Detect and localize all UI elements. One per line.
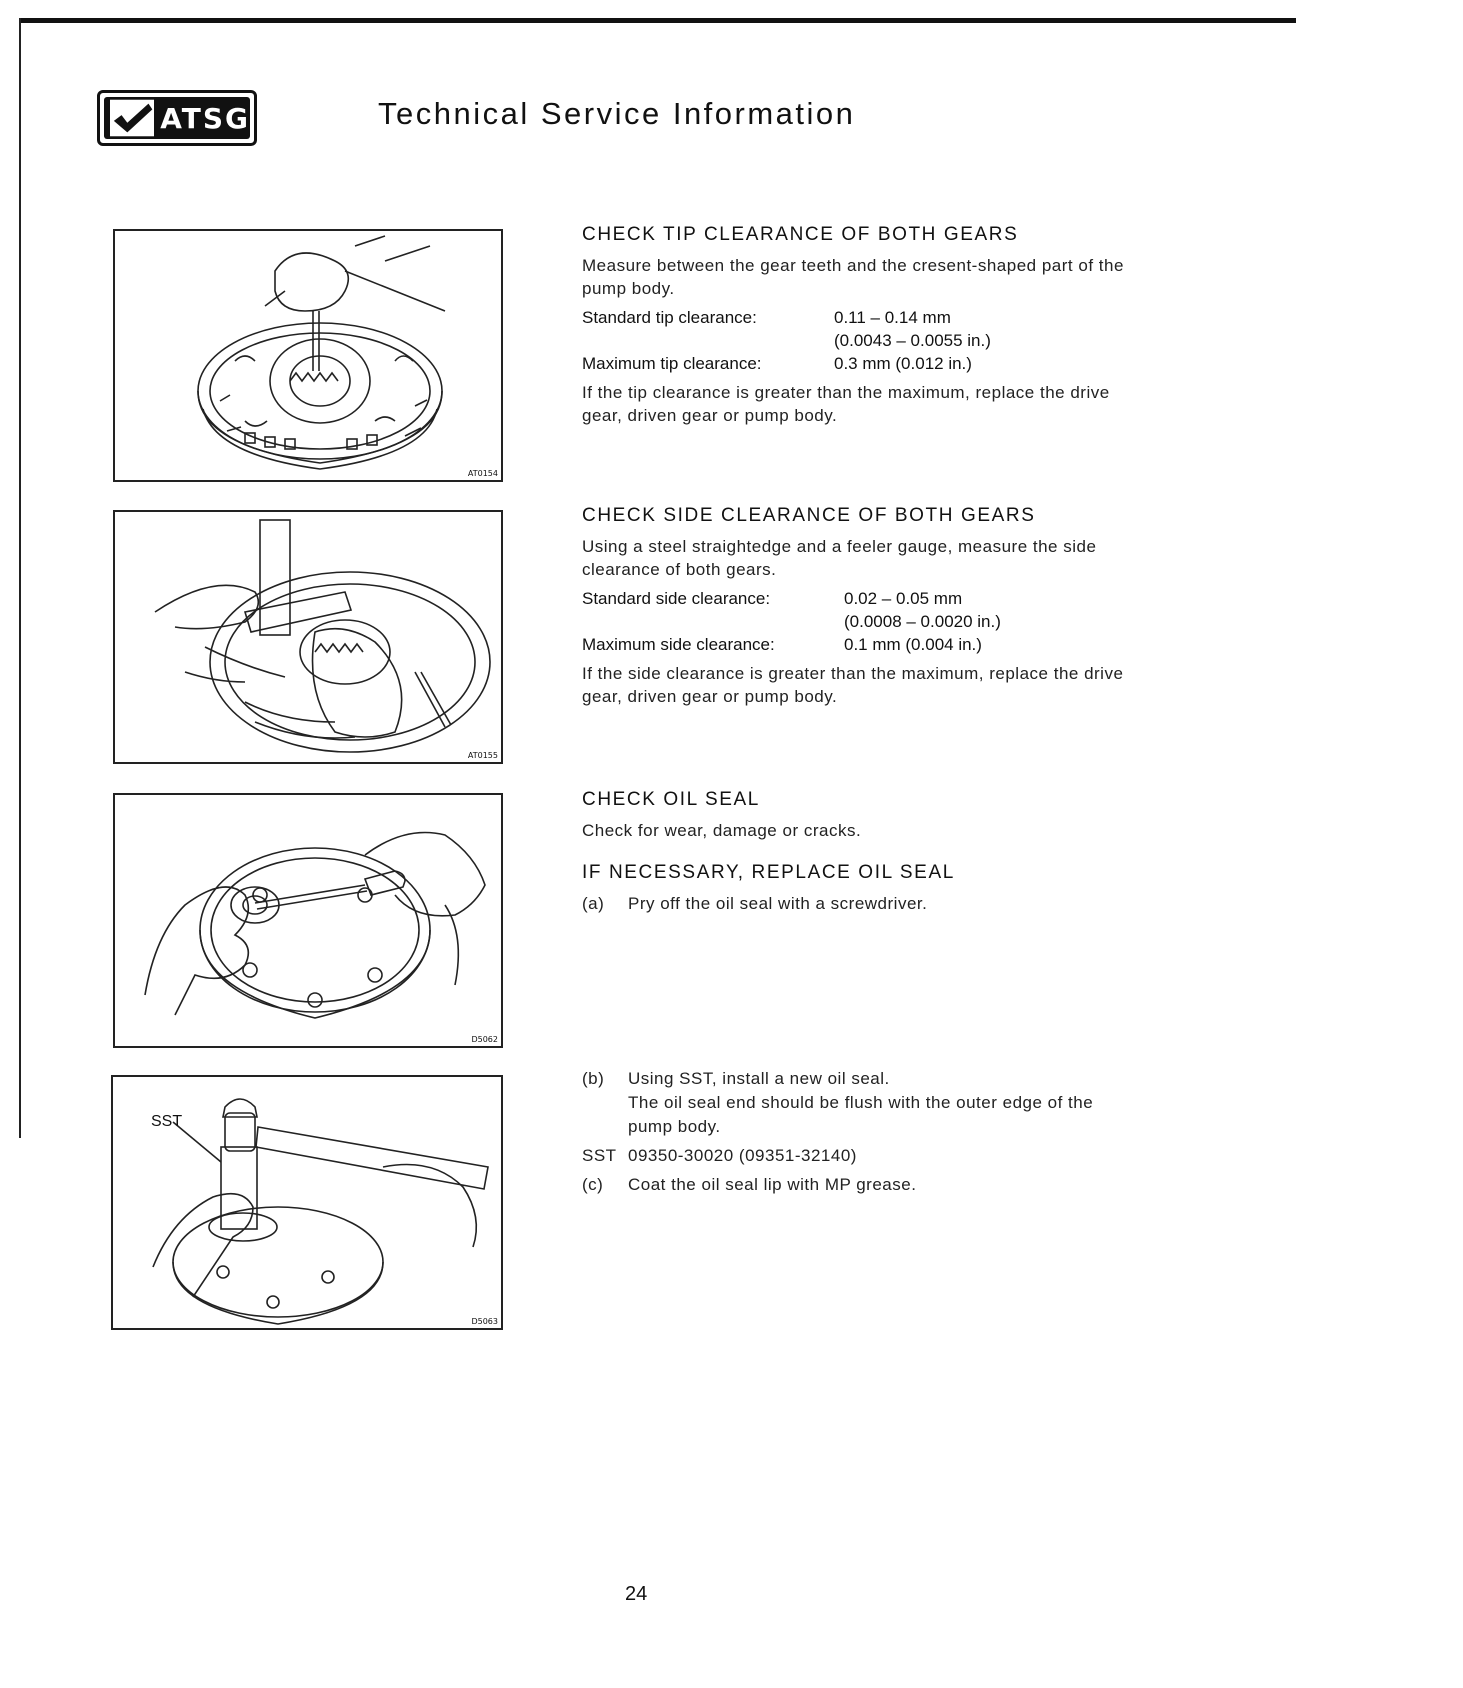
standard-tip-clearance-row: [582, 306, 1127, 329]
step-key: (b): [582, 1069, 605, 1088]
spec-label: Maximum tip clearance:: [582, 354, 762, 373]
spec-label: Standard tip clearance:: [582, 308, 757, 327]
section-install-oil-seal: [582, 1067, 1127, 1202]
sst-number-row: [582, 1144, 1127, 1168]
step-text: Coat the oil seal lip with MP grease.: [628, 1175, 917, 1194]
section-title: CHECK TIP CLEARANCE OF BOTH GEARS: [582, 224, 1019, 245]
spec-value-inches: (0.0008 – 0.0020 in.): [844, 612, 1001, 631]
section-tip-clearance: [582, 224, 1127, 433]
section-text: Check for wear, damage or cracks.: [582, 821, 862, 840]
figure-side-clearance: [113, 510, 503, 764]
maximum-tip-clearance-row: [582, 352, 1127, 375]
page-title: Technical Service Information: [378, 96, 856, 131]
step-b: [582, 1067, 1127, 1139]
step-text: Pry off the oil seal with a screwdriver.: [628, 894, 928, 913]
section-intro: Measure between the gear teeth and the cresent-shaped part of the pump body.: [582, 256, 1124, 298]
page-number: 24: [625, 1583, 648, 1605]
spec-value: 0.11 – 0.14 mm: [834, 308, 951, 327]
top-rule: [20, 18, 1296, 23]
step-c: [582, 1173, 1127, 1197]
tip-clearance-illustration: [115, 231, 503, 482]
section-note: If the side clearance is greater than the maximum, replace the drive gear, driven gear or pump body.: [582, 664, 1124, 706]
step-key: (a): [582, 894, 605, 913]
left-margin-rule: [19, 18, 21, 1138]
standard-side-clearance-inches-row: [582, 610, 1127, 633]
spec-value: 0.02 – 0.05 mm: [844, 589, 963, 608]
section-title: CHECK OIL SEAL: [582, 789, 760, 810]
side-clearance-illustration: [115, 512, 503, 764]
checkmark-icon: [110, 99, 154, 137]
section-note: If the tip clearance is greater than the maximum, replace the drive gear, driven gear or pump body.: [582, 383, 1110, 425]
figure-code: AT0154: [467, 469, 498, 478]
section-check-oil-seal: [582, 789, 1127, 848]
sst-key: SST: [582, 1146, 617, 1165]
spec-value: 0.1 mm (0.004 in.): [844, 635, 982, 654]
section-intro: Using a steel straightedge and a feeler gauge, measure the side clearance of both gears.: [582, 537, 1097, 579]
figure-code: D5063: [471, 1317, 498, 1326]
figure-code: AT0155: [467, 751, 498, 760]
section-side-clearance: [582, 505, 1127, 714]
pry-oil-seal-illustration: [115, 795, 503, 1048]
section-title: CHECK SIDE CLEARANCE OF BOTH GEARS: [582, 505, 1036, 526]
step-key: (c): [582, 1175, 604, 1194]
step-a: [582, 892, 1127, 916]
spec-label: Maximum side clearance:: [582, 635, 775, 654]
atsg-logo: [97, 90, 257, 146]
spec-value-inches: (0.0043 – 0.0055 in.): [834, 331, 991, 350]
standard-tip-clearance-inches-row: [582, 329, 1127, 352]
section-replace-oil-seal: [582, 862, 1127, 921]
sst-label: SST: [151, 1113, 183, 1130]
logo-text: ATSG: [160, 101, 250, 135]
step-text-detail: The oil seal end should be flush with the outer edge of the pump body.: [628, 1093, 1094, 1136]
figure-install-oil-seal: [111, 1075, 503, 1330]
section-title: IF NECESSARY, REPLACE OIL SEAL: [582, 862, 955, 883]
figure-tip-clearance: [113, 229, 503, 482]
spec-value: 0.3 mm (0.012 in.): [834, 354, 972, 373]
spec-label: Standard side clearance:: [582, 589, 771, 608]
figure-code: D5062: [471, 1035, 498, 1044]
figure-pry-oil-seal: [113, 793, 503, 1048]
sst-value: 09350-30020 (09351-32140): [628, 1146, 857, 1165]
maximum-side-clearance-row: [582, 633, 1127, 656]
standard-side-clearance-row: [582, 587, 1127, 610]
step-text: Using SST, install a new oil seal.: [628, 1069, 890, 1088]
